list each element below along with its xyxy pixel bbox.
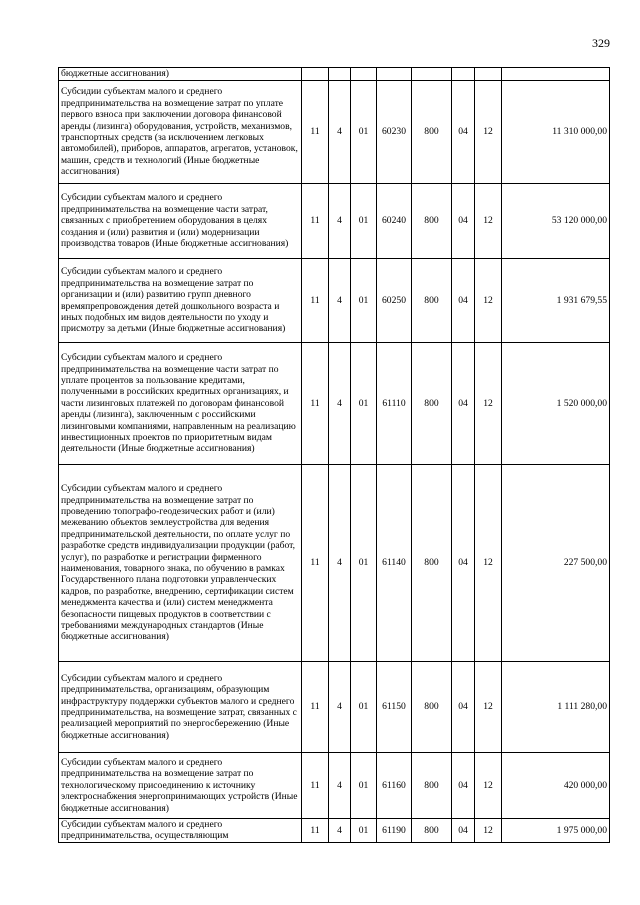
subprogram-code-cell: 4 [329, 259, 351, 343]
subsection-code-cell: 12 [475, 259, 502, 343]
chapter-code-cell: 04 [452, 343, 475, 465]
subprogram-code-cell: 4 [329, 81, 351, 184]
section-code-cell: 11 [302, 662, 329, 753]
table-row [59, 184, 610, 259]
budget-table [58, 67, 610, 843]
direction-code-cell: 61190 [377, 819, 412, 843]
row-description-cell: Субсидии субъектам малого и среднего предпринимательства на возмещение затрат по организации и (или) развитию групп дневного времяпрепровождения детей дошкольного возраста и иных подобных им видов деятельности по уходу и присмотру за детьми (Иные бюджетные ассигнования) [59, 259, 302, 343]
direction-code-cell: 61160 [377, 753, 412, 819]
subprogram-code-cell [329, 68, 351, 81]
main-event-code-cell: 01 [351, 465, 377, 662]
expense-type-code-cell: 800 [412, 662, 452, 753]
row-description-cell: Субсидии субъектам малого и среднего предпринимательства на возмещение затрат по проведению топографо-геодезических работ и (или) межеванию объектов землеустройства для ведения предпринимательской деятельности, по оплате услуг по разработке средств индивидуализации продукции (работ, услуг), по разработке и регистрации фирменного наименования, товарного знака, по обучению в рамках Государственного плана подготовки управленческих кадров, по разработке, внедрению, сертификации систем менеджмента качества и (или) систем менеджмента безопасности пищевых продуктов в соответствии с требованиями международных стандартов (Иные бюджетные ассигнования) [59, 465, 302, 662]
main-event-code-cell: 01 [351, 819, 377, 843]
amount-cell: 53 120 000,00 [502, 184, 610, 259]
subprogram-code-cell: 4 [329, 753, 351, 819]
section-code-cell: 11 [302, 343, 329, 465]
direction-code-cell: 61140 [377, 465, 412, 662]
expense-type-code-cell: 800 [412, 343, 452, 465]
direction-code-cell: 60230 [377, 81, 412, 184]
chapter-code-cell [452, 68, 475, 81]
chapter-code-cell: 04 [452, 259, 475, 343]
section-code-cell [302, 68, 329, 81]
expense-type-code-cell [412, 68, 452, 81]
row-description-cell: Субсидии субъектам малого и среднего предпринимательства на возмещение части затрат по уплате процентов за пользование кредитами, полученными в российских кредитных организациях, и части лизинговых платежей по договорам финансовой аренды (лизинга), заключенным с российскими лизинговыми компаниями, направленным на реализацию инвестиционных проектов по приоритетным видам деятельности (Иные бюджетные ассигнования) [59, 343, 302, 465]
main-event-code-cell: 01 [351, 259, 377, 343]
chapter-code-cell: 04 [452, 465, 475, 662]
section-code-cell: 11 [302, 81, 329, 184]
amount-cell: 11 310 000,00 [502, 81, 610, 184]
main-event-code-cell: 01 [351, 753, 377, 819]
amount-cell: 420 000,00 [502, 753, 610, 819]
section-code-cell: 11 [302, 259, 329, 343]
subsection-code-cell: 12 [475, 343, 502, 465]
table-row [59, 68, 610, 81]
table-row [59, 81, 610, 184]
subprogram-code-cell: 4 [329, 343, 351, 465]
row-description-cell: Субсидии субъектам малого и среднего предпринимательства на возмещение части затрат, связанных с приобретением оборудования в целях создания и (или) развития и (или) модернизации производства товаров (Иные бюджетные ассигнования) [59, 184, 302, 259]
expense-type-code-cell: 800 [412, 184, 452, 259]
subsection-code-cell: 12 [475, 753, 502, 819]
section-code-cell: 11 [302, 184, 329, 259]
subprogram-code-cell: 4 [329, 465, 351, 662]
direction-code-cell: 61150 [377, 662, 412, 753]
table-row [59, 465, 610, 662]
section-code-cell: 11 [302, 819, 329, 843]
main-event-code-cell: 01 [351, 343, 377, 465]
direction-code-cell: 60240 [377, 184, 412, 259]
table-row [59, 753, 610, 819]
amount-cell: 227 500,00 [502, 465, 610, 662]
chapter-code-cell: 04 [452, 81, 475, 184]
amount-cell: 1 975 000,00 [502, 819, 610, 843]
expense-type-code-cell: 800 [412, 753, 452, 819]
subprogram-code-cell: 4 [329, 184, 351, 259]
subsection-code-cell: 12 [475, 819, 502, 843]
chapter-code-cell: 04 [452, 753, 475, 819]
amount-cell: 1 111 280,00 [502, 662, 610, 753]
row-description-cell: бюджетные ассигнования) [59, 68, 302, 81]
row-description-cell: Субсидии субъектам малого и среднего предпринимательства на возмещение затрат по уплате первого взноса при заключении договора финансовой аренды (лизинга) оборудования, устройств, механизмов, транспортных средств (за исключением легковых автомобилей), приборов, аппаратов, агрегатов, установок, машин, средств и технологий (Иные бюджетные ассигнования) [59, 81, 302, 184]
subsection-code-cell: 12 [475, 465, 502, 662]
subsection-code-cell: 12 [475, 81, 502, 184]
expense-type-code-cell: 800 [412, 81, 452, 184]
chapter-code-cell: 04 [452, 184, 475, 259]
row-description-cell: Субсидии субъектам малого и среднего предпринимательства, организациям, образующим инфраструктуру поддержки субъектов малого и среднего предпринимательства, на возмещение затрат, связанных с реализацией мероприятий по энергосбережению (Иные бюджетные ассигнования) [59, 662, 302, 753]
expense-type-code-cell: 800 [412, 819, 452, 843]
row-description-cell: Субсидии субъектам малого и среднего предпринимательства на возмещение затрат по технологическому присоединению к источнику электроснабжения энергопринимающих устройств (Иные бюджетные ассигнования) [59, 753, 302, 819]
row-description-cell: Субсидии субъектам малого и среднего предпринимательства, осуществляющим [59, 819, 302, 843]
main-event-code-cell: 01 [351, 81, 377, 184]
direction-code-cell [377, 68, 412, 81]
table-row [59, 343, 610, 465]
subsection-code-cell [475, 68, 502, 81]
expense-type-code-cell: 800 [412, 465, 452, 662]
subsection-code-cell: 12 [475, 662, 502, 753]
main-event-code-cell: 01 [351, 184, 377, 259]
amount-cell: 1 931 679,55 [502, 259, 610, 343]
subprogram-code-cell: 4 [329, 819, 351, 843]
table-row [59, 819, 610, 843]
amount-cell: 1 520 000,00 [502, 343, 610, 465]
subprogram-code-cell: 4 [329, 662, 351, 753]
amount-cell [502, 68, 610, 81]
direction-code-cell: 61110 [377, 343, 412, 465]
chapter-code-cell: 04 [452, 819, 475, 843]
main-event-code-cell: 01 [351, 662, 377, 753]
table-row [59, 662, 610, 753]
section-code-cell: 11 [302, 753, 329, 819]
table-row [59, 259, 610, 343]
direction-code-cell: 60250 [377, 259, 412, 343]
main-event-code-cell [351, 68, 377, 81]
section-code-cell: 11 [302, 465, 329, 662]
chapter-code-cell: 04 [452, 662, 475, 753]
subsection-code-cell: 12 [475, 184, 502, 259]
expense-type-code-cell: 800 [412, 259, 452, 343]
page-number: 329 [592, 36, 610, 50]
